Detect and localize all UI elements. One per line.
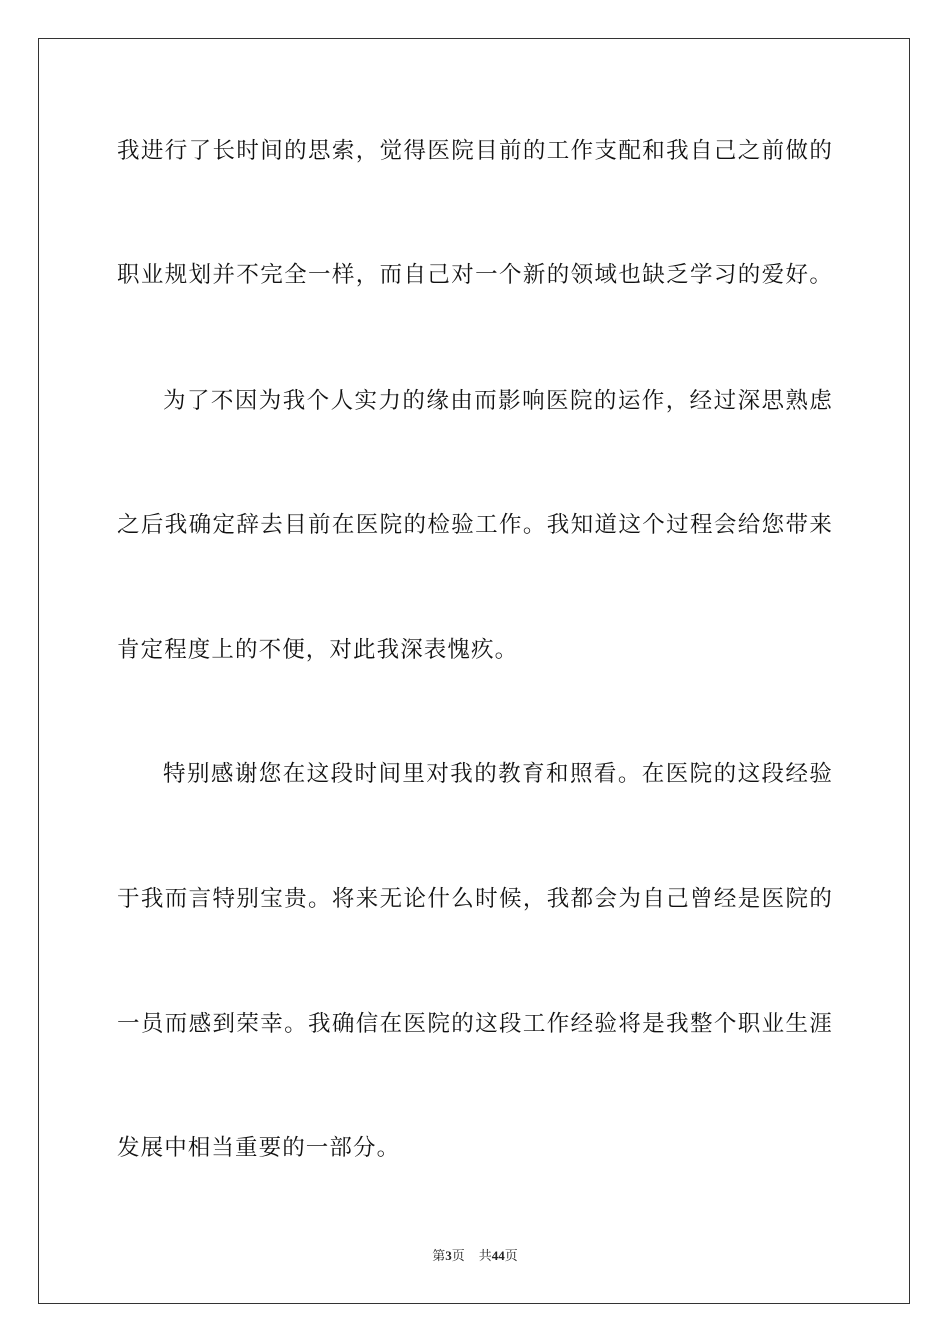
page-border [38, 38, 910, 1304]
current-page-number: 3 [445, 1248, 452, 1263]
body-line-paragraph-end: 发展中相当重要的一部分。 [117, 1135, 401, 1161]
page-footer [0, 1247, 950, 1266]
body-line: 我进行了长时间的思索，觉得医院目前的工作支配和我自己之前做的 [117, 138, 833, 164]
total-suffix: 页 [504, 1249, 518, 1264]
body-line: 职业规划并不完全一样，而自己对一个新的领域也缺乏学习的爱好。 [117, 262, 833, 288]
page-prefix: 第 [432, 1249, 446, 1264]
body-line: 之后我确定辞去目前在医院的检验工作。我知道这个过程会给您带来 [117, 512, 833, 538]
body-line: 于我而言特别宝贵。将来无论什么时候，我都会为自己曾经是医院的 [117, 886, 833, 912]
page-suffix: 页 [451, 1249, 465, 1264]
body-line: 一员而感到荣幸。我确信在医院的这段工作经验将是我整个职业生涯 [117, 1011, 833, 1037]
body-line-paragraph-start: 为了不因为我个人实力的缘由而影响医院的运作，经过深思熟虑 [163, 388, 833, 414]
body-line-paragraph-end: 肯定程度上的不便，对此我深表愧疚。 [117, 637, 519, 663]
total-prefix: 共 [478, 1249, 492, 1264]
total-page-count: 44 [491, 1248, 505, 1263]
body-line-paragraph-start: 特别感谢您在这段时间里对我的教育和照看。在医院的这段经验 [163, 761, 833, 787]
